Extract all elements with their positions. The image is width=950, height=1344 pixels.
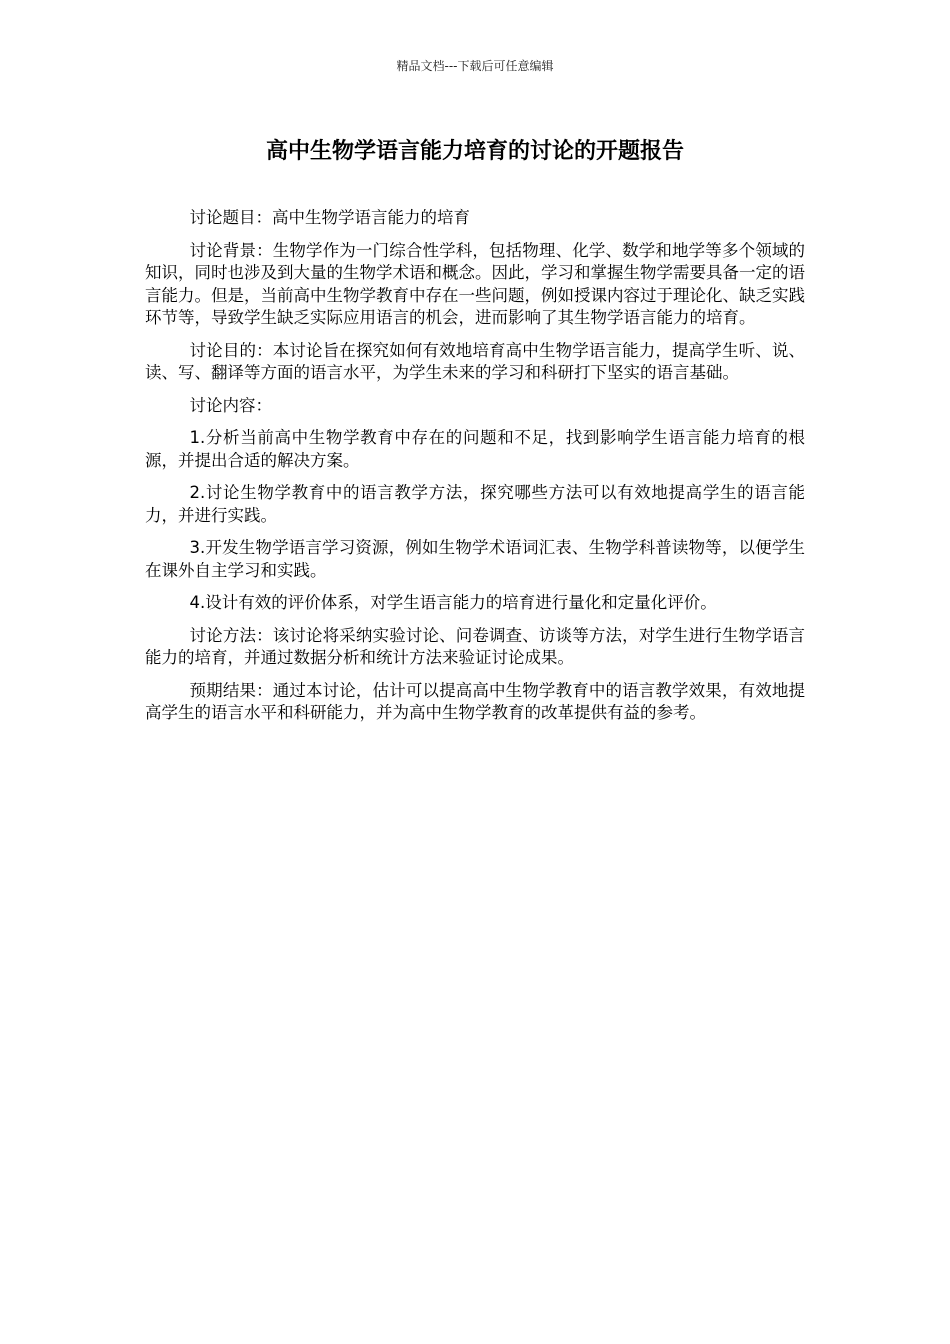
paragraph-content-item-2: 2.讨论生物学教育中的语言教学方法，探究哪些方法可以有效地提高学生的语言能力，并进行实践。	[145, 483, 805, 525]
paragraph-content-item-1: 1.分析当前高中生物学教育中存在的问题和不足，找到影响学生语言能力培育的根源，并提出合适的解决方案。	[145, 428, 805, 470]
paragraph-method: 讨论方法：该讨论将采纳实验讨论、问卷调查、访谈等方法，对学生进行生物学语言能力的培育，并通过数据分析和统计方法来验证讨论成果。	[145, 625, 805, 667]
document-body	[145, 207, 805, 735]
header-note: 精品文档---下载后可任意编辑	[396, 59, 554, 73]
paragraph-background: 讨论背景：生物学作为一门综合性学科，包括物理、化学、数学和地学等多个领域的知识，同时也涉及到大量的生物学术语和概念。因此，学习和掌握生物学需要具备一定的语言能力。但是，当前高中生物学教育中存在一些问题，例如授课内容过于理论化、缺乏实践环节等，导致学生缺乏实际应用语言的机会，进而影响了其生物学语言能力的培育。	[145, 240, 805, 327]
paragraph-content-heading: 讨论内容：	[189, 395, 273, 415]
paragraph-purpose: 讨论目的：本讨论旨在探究如何有效地培育高中生物学语言能力，提高学生听、说、读、写、翻译等方面的语言水平，为学生未来的学习和科研打下坚实的语言基础。	[145, 340, 805, 382]
document-title: 高中生物学语言能力培育的讨论的开题报告	[265, 139, 684, 164]
paragraph-content-item-3: 3.开发生物学语言学习资源，例如生物学术语词汇表、生物学科普读物等，以便学生在课外自主学习和实践。	[145, 538, 805, 580]
paragraph-content-item-4: 4.设计有效的评价体系，对学生语言能力的培育进行量化和定量化评价。	[189, 593, 717, 612]
paragraph-topic: 讨论题目：高中生物学语言能力的培育	[189, 208, 471, 227]
paragraph-expected-results: 预期结果：通过本讨论，估计可以提高高中生物学教育中的语言教学效果，有效地提高学生的语言水平和科研能力，并为高中生物学教育的改革提供有益的参考。	[145, 680, 805, 722]
